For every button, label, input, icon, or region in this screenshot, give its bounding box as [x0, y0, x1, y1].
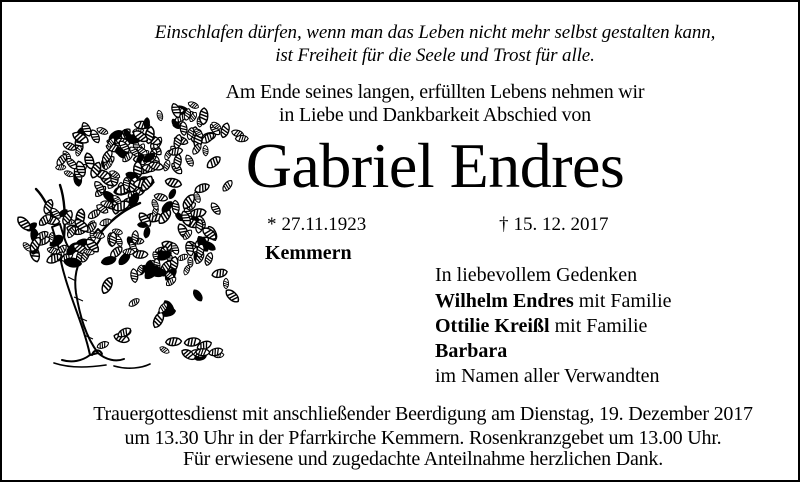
memorial-closing: im Namen aller Verwandten — [435, 365, 660, 387]
residence: Kemmern — [265, 242, 352, 264]
birth-symbol: * — [267, 214, 277, 235]
birth-date — [267, 214, 366, 236]
intro-text — [72, 81, 798, 127]
deceased-name: Gabriel Endres — [245, 130, 625, 201]
mourner-row — [435, 289, 672, 314]
epigraph-line-2: ist Freiheit für die Seele und Trost für alle. — [275, 45, 595, 66]
death-date — [499, 214, 609, 236]
death-cross-icon: † — [499, 214, 509, 235]
mourner-name: Wilhelm Endres — [435, 290, 574, 312]
mourner-name: Ottilie Kreißl — [435, 315, 550, 337]
mourner-suffix: mit Familie — [573, 290, 672, 312]
service-line-1: Trauergottesdienst mit anschließender Beerdigung am Dienstag, 19. Dezember 2017 — [93, 403, 753, 425]
mourner-suffix: mit Familie — [549, 315, 648, 337]
memorial-block — [435, 263, 672, 389]
epigraph-line-1: Einschlafen dürfen, wenn man das Leben nicht mehr selbst gestalten kann, — [154, 22, 716, 43]
service-line-2: um 13.30 Uhr in der Pfarrkirche Kemmern. Rosenkranzgebet um 13.00 Uhr. — [124, 427, 722, 449]
death-date-value: 15. 12. 2017 — [513, 214, 609, 235]
intro-line-2: in Liebe und Dankbarkeit Abschied von — [279, 104, 591, 126]
intro-line-1: Am Ende seines langen, erfüllten Lebens nehmen wir — [225, 81, 645, 103]
service-info — [48, 402, 798, 450]
thanks-line: Für erwiesene und zugedachte Anteilnahme herzlichen Dank. — [182, 448, 664, 470]
mourner-row — [435, 314, 672, 339]
birth-date-value: 27.11.1923 — [281, 214, 367, 235]
epigraph — [72, 21, 798, 67]
memorial-heading: In liebevollem Gedenken — [435, 264, 638, 286]
mourner-row — [435, 339, 672, 364]
mourner-name: Barbara — [435, 340, 508, 362]
